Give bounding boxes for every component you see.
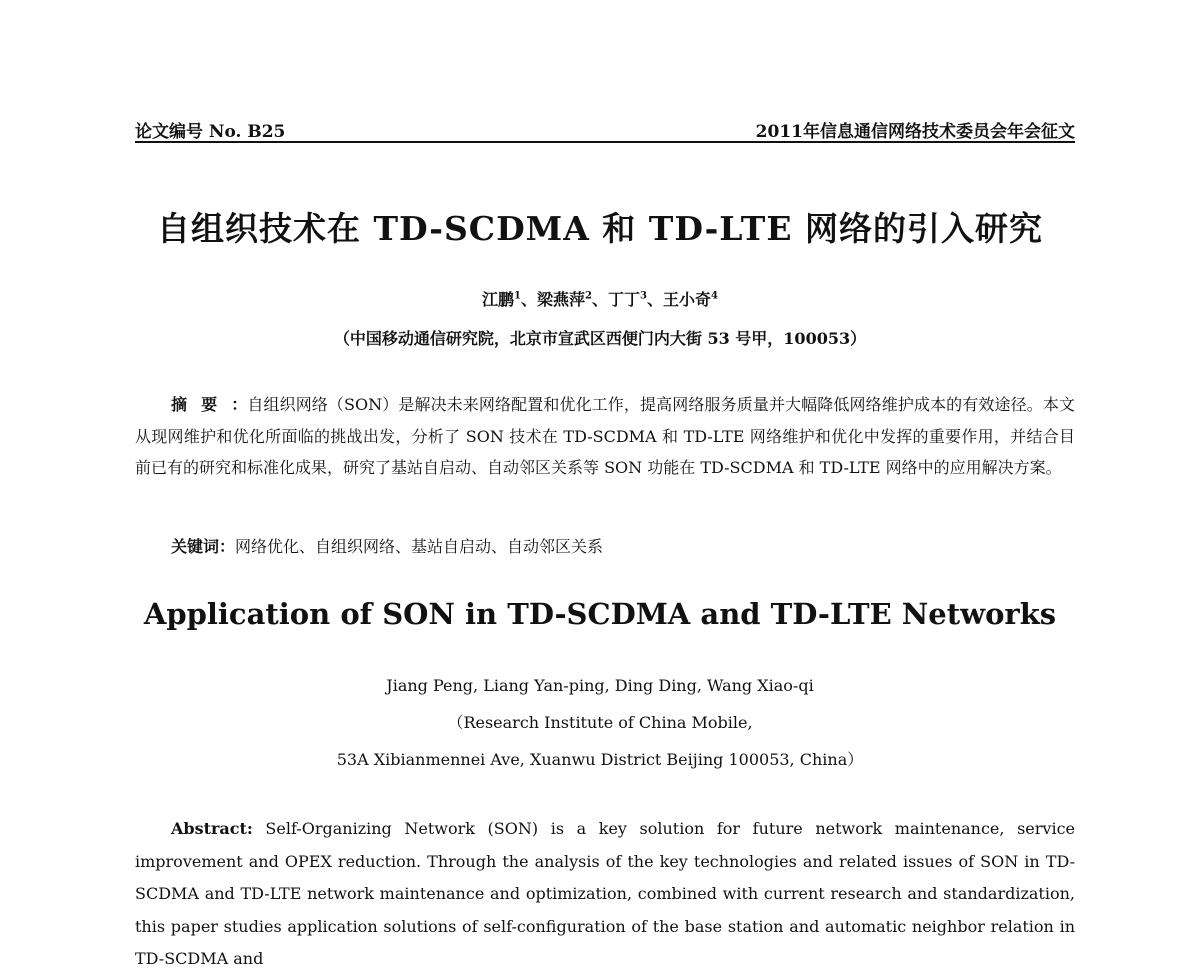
affiliation-english-line1: （Research Institute of China Mobile, (447, 713, 753, 732)
author-separator: 、 (591, 290, 608, 309)
author-separator: 、 (646, 290, 663, 309)
authors-english: Jiang Peng, Liang Yan-ping, Ding Ding, Wang Xiao-qi (386, 676, 814, 695)
conference-name: 2011年信息通信网络技术委员会年会征文 (755, 122, 1075, 142)
abstract-label-chinese: 摘要： (171, 395, 248, 414)
author-name: 王小奇 (663, 290, 712, 309)
paper-number: 论文编号 No. B25 (135, 122, 286, 142)
abstract-text-english: Self-Organizing Network (SON) is a key solution for future network maintenance, service improvement and OPEX reduction. Through the analysis of the key technologies and related issues of SON in TD-SCDMA and TD-LTE network maintenance and optimization, combined with current research and standardization, this paper studies application solutions of self-configuration of the base station and automatic neighbor relation in TD-SCDMA and (135, 819, 1075, 968)
author-sup: 4 (711, 290, 718, 302)
author-separator: 、 (520, 290, 537, 309)
author-name: 丁丁 (608, 290, 641, 309)
author-name: 江鹏 (482, 290, 515, 309)
abstract-chinese (135, 389, 1075, 484)
title-chinese: 自组织技术在 TD-SCDMA 和 TD-LTE 网络的引入研究 (157, 209, 1043, 248)
header-divider (135, 141, 1075, 143)
title-english: Application of SON in TD-SCDMA and TD-LTE Networks (143, 597, 1057, 631)
authors-chinese (0, 287, 1200, 310)
author-sup: 3 (640, 290, 647, 302)
abstract-english (135, 813, 1075, 976)
affiliation-english-line2: 53A Xibianmennei Ave, Xuanwu District Beijing 100053, China） (336, 750, 864, 769)
keywords-text: 网络优化、自组织网络、基站自启动、自动邻区关系 (235, 537, 604, 556)
abstract-label-english: Abstract: (171, 819, 253, 838)
abstract-text-chinese: 自组织网络（SON）是解决未来网络配置和优化工作，提高网络服务质量并大幅降低网络维护成本的有效途径。本文从现网维护和优化所面临的挑战出发，分析了 SON 技术在 TD-SCDMA 和 TD-LTE 网络维护和优化中发挥的重要作用，并结合目前已有的研究和标准化成果，研究了基站自启动、自动邻区关系等 SON 功能在 TD-SCDMA 和 TD-LTE 网络中的应用解决方案。 (135, 395, 1075, 477)
author-sup: 1 (514, 290, 521, 302)
keywords-label: 关键词： (171, 537, 236, 556)
author-sup: 2 (585, 290, 592, 302)
keywords-chinese (171, 531, 1075, 563)
affiliation-chinese: （中国移动通信研究院，北京市宣武区西便门内大街 53 号甲，100053） (333, 329, 867, 348)
author-name: 梁燕萍 (537, 290, 586, 309)
